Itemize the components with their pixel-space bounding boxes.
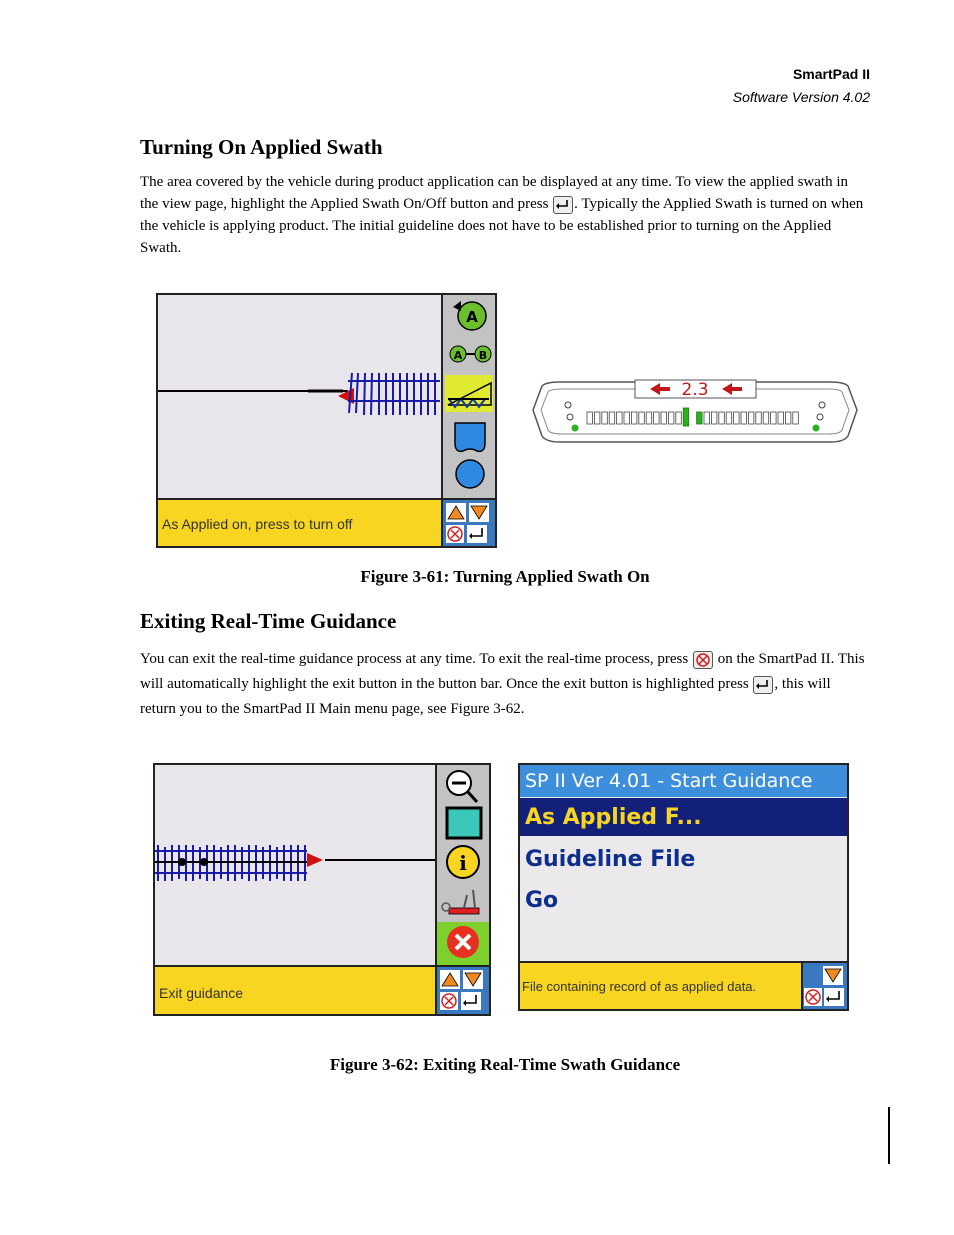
paragraph-applied-swath: The area covered by the vehicle during product application can be displayed at any time. To view the applied swath in the view page, highlight the Applied Swath On/Off button and press . Typically the Applied Swath is turned on when the vehicle is applying product. The initial guideline does not have to be established prior to turning on the Applied Swath. bbox=[140, 174, 864, 256]
svg-text:B: B bbox=[478, 349, 488, 362]
lightbar-led bbox=[711, 412, 717, 424]
lightbar-led bbox=[617, 412, 623, 424]
guidance-map bbox=[155, 765, 436, 965]
enter-icon bbox=[461, 992, 481, 1010]
lightbar-led bbox=[639, 412, 645, 424]
section-title-applied-swath: Turning On Applied Swath bbox=[140, 135, 383, 159]
boundary-icon bbox=[455, 423, 485, 451]
header-product: SmartPad II bbox=[792, 66, 870, 82]
menu-status-bar: File containing record of as applied data. bbox=[520, 961, 801, 1009]
svg-text:A: A bbox=[453, 349, 463, 362]
lightbar-led bbox=[726, 412, 732, 424]
applied-swath-map bbox=[158, 295, 442, 498]
lightbar-led bbox=[668, 412, 674, 424]
lightbar-led bbox=[594, 412, 600, 424]
lightbar-led bbox=[697, 412, 703, 424]
menu-title: SP II Ver 4.01 - Start Guidance bbox=[520, 765, 847, 797]
zoom-out-icon bbox=[447, 771, 477, 802]
lightbar-led bbox=[719, 412, 725, 424]
figure62-menu-screen bbox=[518, 763, 849, 1011]
circle-icon bbox=[456, 460, 484, 488]
lightbar-led bbox=[778, 412, 784, 424]
up-arrow-icon bbox=[446, 503, 466, 522]
lightbar-led bbox=[661, 412, 667, 424]
figure61-nav-buttons bbox=[441, 498, 495, 546]
lightbar-led bbox=[587, 412, 593, 424]
lightbar-led bbox=[631, 412, 637, 424]
lightbar-led bbox=[748, 412, 754, 424]
figure62-status-bar: Exit guidance bbox=[155, 965, 435, 1014]
down-arrow-icon bbox=[463, 970, 483, 989]
map-square-icon bbox=[447, 808, 481, 838]
cancel-icon bbox=[446, 525, 464, 543]
lightbar-led bbox=[793, 412, 799, 424]
cancel-icon bbox=[804, 988, 822, 1006]
applied-swath-toggle-icon bbox=[445, 375, 493, 412]
menu-item-guideline-file[interactable]: Guideline File bbox=[525, 847, 696, 872]
lightbar-led bbox=[602, 412, 608, 424]
paragraph-exit-guidance: You can exit the real-time guidance process at any time. To exit the real-time process, press on the SmartPad II. This will automatically highlight the exit button in the button bar. Once the exit button is highlighted press , this will return you to the SmartPad II Main menu page, see Figure 3-62. bbox=[140, 651, 865, 717]
lightbar-led bbox=[763, 412, 769, 424]
menu-nav-buttons bbox=[801, 961, 847, 1009]
lightbar-readout: 2.3 bbox=[681, 380, 709, 400]
menu-item-as-applied[interactable]: As Applied F... bbox=[520, 798, 847, 836]
lightbar-led bbox=[756, 412, 762, 424]
figure61-view-screen bbox=[156, 293, 497, 548]
lightbar-led bbox=[646, 412, 652, 424]
lightbar-led bbox=[771, 412, 777, 424]
menu-item-go[interactable]: Go bbox=[525, 888, 559, 913]
enter-icon bbox=[467, 525, 487, 543]
lightbar-led bbox=[785, 412, 791, 424]
lightbar-led bbox=[676, 412, 682, 424]
lightbar-led bbox=[624, 412, 630, 424]
enter-key-icon bbox=[753, 676, 773, 694]
lightbar-led bbox=[609, 412, 615, 424]
figure62-nav-buttons bbox=[435, 965, 489, 1014]
header-version: Software Version 4.02 bbox=[732, 89, 870, 105]
figure62-button-sidebar bbox=[435, 765, 489, 965]
lightbar-led bbox=[734, 412, 740, 424]
exit-icon bbox=[447, 926, 479, 958]
down-arrow-icon bbox=[469, 503, 489, 522]
lightbar-led bbox=[741, 412, 747, 424]
a-plus-icon bbox=[453, 301, 486, 330]
figure61-button-sidebar bbox=[441, 295, 495, 498]
cancel-icon bbox=[440, 992, 458, 1010]
change-bar bbox=[888, 1107, 890, 1164]
figure61-caption: Figure 3-61: Turning Applied Swath On bbox=[360, 567, 650, 586]
figure62-view-screen bbox=[153, 763, 491, 1016]
svg-text:i: i bbox=[459, 851, 467, 875]
vehicle-arrow-icon bbox=[307, 853, 323, 867]
info-icon bbox=[447, 846, 479, 878]
tools-icon bbox=[442, 890, 479, 914]
up-arrow-icon bbox=[440, 970, 460, 989]
down-arrow-icon bbox=[823, 966, 843, 985]
lightbar-led bbox=[704, 412, 710, 424]
section-title-exit-guidance: Exiting Real-Time Guidance bbox=[140, 609, 397, 633]
lightbar-device bbox=[530, 370, 860, 450]
figure62-caption: Figure 3-62: Exiting Real-Time Swath Guidance bbox=[329, 1055, 681, 1074]
lightbar-led bbox=[654, 412, 660, 424]
figure61-status-bar: As Applied on, press to turn off bbox=[158, 498, 441, 546]
ab-line-icon bbox=[450, 346, 491, 362]
enter-key-icon bbox=[553, 196, 573, 214]
svg-text:A: A bbox=[466, 308, 478, 326]
lightbar-led bbox=[683, 408, 689, 426]
enter-icon bbox=[824, 988, 844, 1006]
cancel-key-icon bbox=[693, 651, 713, 669]
